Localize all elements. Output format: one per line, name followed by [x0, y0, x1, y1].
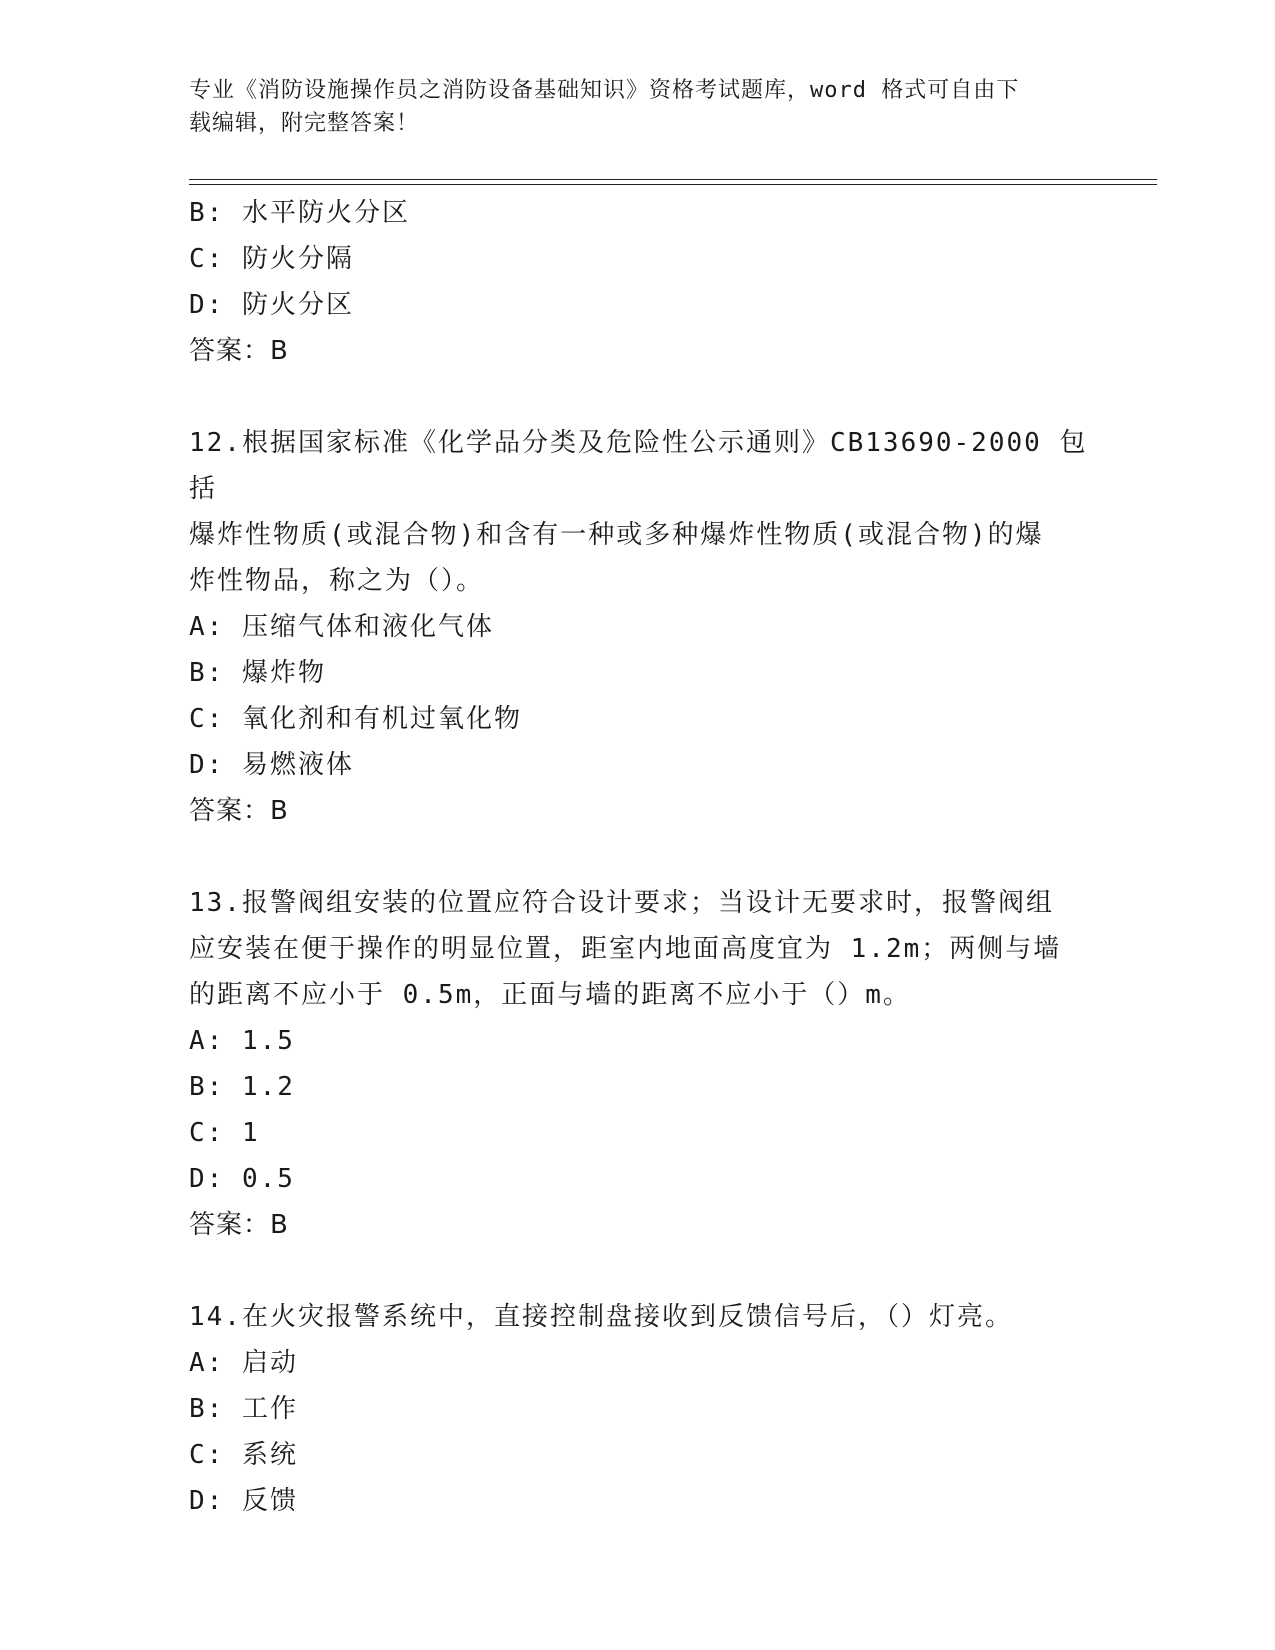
question-13: [189, 880, 1089, 1248]
prev-question: [189, 190, 1089, 374]
answer-line: 答案：B: [189, 796, 289, 826]
question-text: 13.报警阀组安装的位置应符合设计要求；当设计无要求时，报警阀组 应安装在便于操作的明显位置，距室内地面高度宜为 1.2m；两侧与墙 的距离不应小于 0.5m，正面与墙的距离不应小于（）m。: [189, 888, 1062, 1010]
document-header: 专业《消防设施操作员之消防设备基础知识》资格考试题库，word 格式可自由下 载编辑，附完整答案！: [189, 78, 1020, 136]
header-rule-bottom: [189, 184, 1157, 185]
question-14: [189, 1294, 1089, 1524]
option-a: A: 启动: [189, 1348, 298, 1378]
answer-line: 答案：B: [189, 1210, 289, 1240]
option-a: A: 1.5: [189, 1026, 295, 1056]
option-d: D: 0.5: [189, 1164, 295, 1194]
question-text: 12.根据国家标准《化学品分类及危险性公示通则》CB13690-2000 包括 爆炸性物质(或混合物)和含有一种或多种爆炸性物质(或混合物)的爆 炸性物品，称之为（）。: [189, 428, 1088, 596]
option-c: C: 1: [189, 1118, 260, 1148]
spacer: [189, 1248, 1089, 1294]
question-text: 14.在火灾报警系统中，直接控制盘接收到反馈信号后，（）灯亮。: [189, 1302, 1013, 1332]
option-b: B: 1.2: [189, 1072, 295, 1102]
option-d: D: 易燃液体: [189, 750, 354, 780]
option-c: C: 防火分隔: [189, 244, 354, 274]
option-d: D: 反馈: [189, 1486, 298, 1516]
option-b: B: 爆炸物: [189, 658, 326, 688]
option-c: C: 氧化剂和有机过氧化物: [189, 704, 522, 734]
option-b: B: 水平防火分区: [189, 198, 410, 228]
option-a: A: 压缩气体和液化气体: [189, 612, 494, 642]
header-rule-top: [189, 179, 1157, 180]
option-c: C: 系统: [189, 1440, 298, 1470]
answer-line: 答案：B: [189, 336, 289, 366]
spacer: [189, 374, 1089, 420]
question-content: [189, 190, 1089, 1524]
question-12: [189, 420, 1089, 834]
option-b: B: 工作: [189, 1394, 298, 1424]
spacer: [189, 834, 1089, 880]
option-d: D: 防火分区: [189, 290, 354, 320]
